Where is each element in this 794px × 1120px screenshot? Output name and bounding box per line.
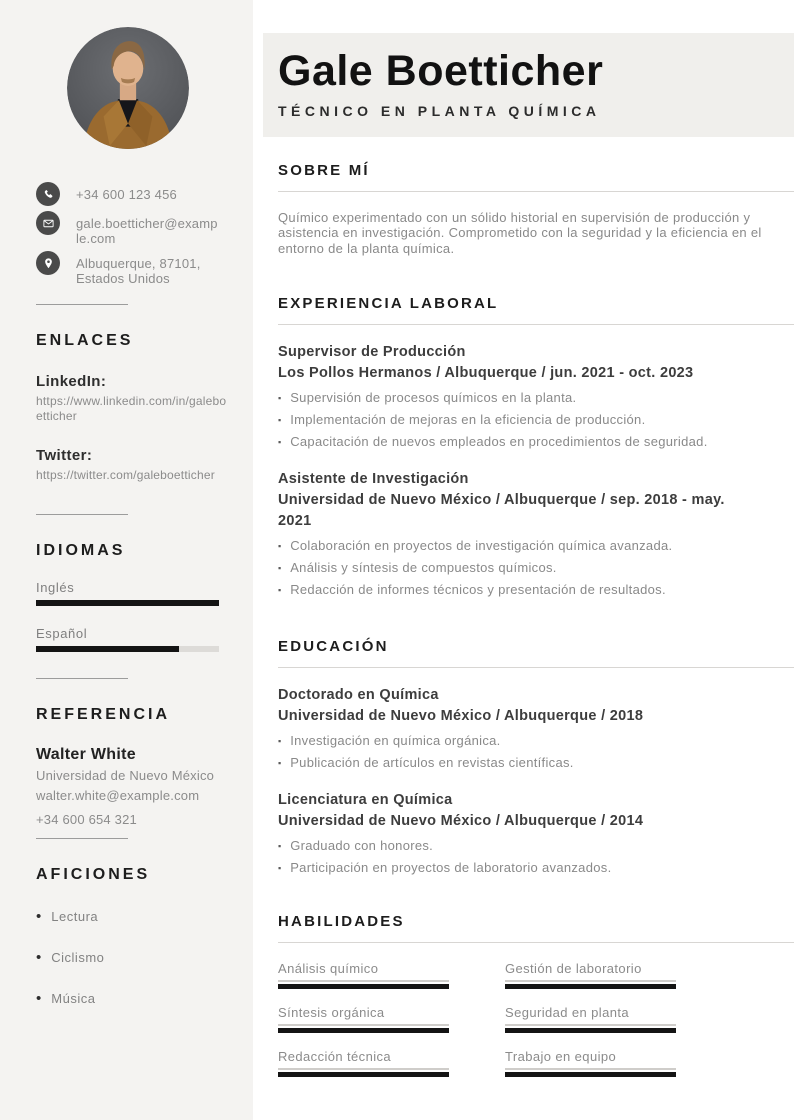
- skill-name: Gestión de laboratorio: [505, 960, 642, 976]
- hobby-item: [36, 908, 219, 925]
- skill-track: [505, 1068, 676, 1077]
- person-title: TÉCNICO EN PLANTA QUÍMICA: [278, 103, 601, 119]
- bullet-item: [278, 560, 794, 582]
- about-text: Químico experimentado con un sólido historial en supervisión de producción y asistencia en investigación. Comprometido con la seguridad y la eficiencia en el entorno de la planta química.: [278, 210, 762, 256]
- section-heading-habilidades: HABILIDADES: [278, 913, 794, 943]
- bullet-label: Colaboración en proyectos de investigación química avanzada.: [290, 537, 673, 553]
- skill-name: Redacción técnica: [278, 1048, 392, 1064]
- skill-item: [505, 1049, 676, 1077]
- header-band: [263, 33, 794, 137]
- job-entry: [278, 342, 794, 456]
- skill-name: Síntesis orgánica: [278, 1004, 385, 1020]
- contact-phone: +34 600 123 456: [76, 187, 177, 202]
- divider: [36, 304, 128, 305]
- bullet-square: ▪: [278, 757, 282, 768]
- bullet-item: [278, 538, 794, 560]
- skill-track: [505, 1024, 676, 1033]
- bullet-dot: •: [36, 949, 42, 966]
- degree-title: Licenciatura en Química: [278, 791, 453, 808]
- link-item-twitter: [36, 447, 219, 483]
- skill-name: Trabajo en equipo: [505, 1048, 617, 1064]
- job-entry: [278, 469, 794, 604]
- bullet-label: Supervisión de procesos químicos en la planta.: [290, 389, 577, 405]
- link-item-linkedin: [36, 373, 227, 424]
- reference-name: Walter White: [36, 746, 136, 763]
- bullet-square: ▪: [278, 414, 282, 425]
- avatar: [67, 27, 189, 149]
- contact-location-row: [36, 251, 219, 286]
- hobby-item: [36, 949, 219, 966]
- bullet-item: [278, 412, 794, 434]
- language-level-track: [36, 646, 219, 652]
- bullet-item: [278, 860, 794, 882]
- bullet-item: [278, 733, 794, 755]
- bullet-square: ▪: [278, 584, 282, 595]
- link-url[interactable]: https://www.linkedin.com/in/galeboetticher: [36, 394, 227, 423]
- skill-name: Seguridad en planta: [505, 1004, 629, 1020]
- section-heading-enlaces: ENLACES: [36, 332, 134, 349]
- bullet-label: Capacitación de nuevos empleados en procedimientos de seguridad.: [290, 433, 708, 449]
- degree-entry: [278, 790, 794, 882]
- main-column: [263, 0, 794, 1120]
- divider: [36, 838, 128, 839]
- skill-item: [505, 961, 676, 989]
- bullet-label: Publicación de artículos en revistas científicas.: [290, 754, 574, 770]
- divider: [36, 678, 128, 679]
- reference-organization: Universidad de Nuevo México: [36, 768, 215, 783]
- contact-location: Albuquerque, 87101, Estados Unidos: [76, 256, 201, 286]
- link-label: Twitter:: [36, 447, 93, 464]
- bullet-item: [278, 838, 794, 860]
- degree-meta: Universidad de Nuevo México / Albuquerque / 2018: [278, 707, 644, 724]
- section-heading-referencia: REFERENCIA: [36, 706, 171, 723]
- bullet-item: [278, 755, 794, 777]
- skill-level-bar: [505, 1072, 676, 1077]
- job-bullets: [278, 538, 794, 604]
- location-pin-icon: [36, 251, 60, 275]
- skill-track: [278, 1068, 449, 1077]
- bullet-square: ▪: [278, 436, 282, 447]
- section-heading-sobre-mi: SOBRE MÍ: [278, 162, 794, 192]
- bullet-square: ▪: [278, 862, 282, 873]
- skill-level-bar: [278, 1072, 449, 1077]
- contact-phone-row: [36, 182, 219, 206]
- degree-meta: Universidad de Nuevo México / Albuquerque / 2014: [278, 812, 644, 829]
- phone-icon: [36, 182, 60, 206]
- bullet-square: ▪: [278, 392, 282, 403]
- bullet-square: ▪: [278, 735, 282, 746]
- skill-item: [505, 1005, 676, 1033]
- bullet-label: Análisis y síntesis de compuestos químicos.: [290, 559, 557, 575]
- reference-phone: +34 600 654 321: [36, 812, 137, 827]
- hobby-label: Lectura: [51, 909, 99, 924]
- bullet-square: ▪: [278, 540, 282, 551]
- bullet-item: [278, 390, 794, 412]
- divider: [36, 514, 128, 515]
- link-url[interactable]: https://twitter.com/galeboetticher: [36, 468, 215, 482]
- degree-bullets: [278, 838, 794, 882]
- language-name: Inglés: [36, 580, 75, 595]
- bullet-dot: •: [36, 990, 42, 1007]
- email-icon: [36, 211, 60, 235]
- contact-block: [36, 182, 219, 286]
- sidebar: [0, 0, 253, 1120]
- main-content: [263, 162, 794, 1077]
- section-heading-idiomas: IDIOMAS: [36, 542, 126, 559]
- skill-level-bar: [278, 984, 449, 989]
- language-level-bar: [36, 646, 179, 652]
- contact-email-row: [36, 211, 219, 246]
- job-meta: Los Pollos Hermanos / Albuquerque / jun. 2021 - oct. 2023: [278, 364, 694, 381]
- job-title: Asistente de Investigación: [278, 470, 469, 487]
- link-label: LinkedIn:: [36, 373, 107, 390]
- skill-level-bar: [505, 984, 676, 989]
- skill-item: [278, 961, 449, 989]
- bullet-square: ▪: [278, 562, 282, 573]
- bullet-label: Investigación en química orgánica.: [290, 732, 501, 748]
- skill-track: [278, 1024, 449, 1033]
- bullet-label: Participación en proyectos de laboratorio avanzados.: [290, 859, 612, 875]
- bullet-item: [278, 434, 794, 456]
- reference-email[interactable]: walter.white@example.com: [36, 788, 200, 803]
- degree-title: Doctorado en Química: [278, 686, 439, 703]
- person-name: Gale Boetticher: [278, 47, 604, 95]
- language-level-bar: [36, 600, 219, 606]
- skill-track: [278, 980, 449, 989]
- skill-item: [278, 1005, 449, 1033]
- section-heading-aficiones: AFICIONES: [36, 866, 151, 883]
- language-item: [36, 580, 219, 606]
- language-item: [36, 626, 219, 652]
- bullet-item: [278, 582, 794, 604]
- hobby-item: [36, 990, 219, 1007]
- bullet-dot: •: [36, 908, 42, 925]
- skill-track: [505, 980, 676, 989]
- skills-grid: [278, 961, 794, 1077]
- profile-photo-illustration: [67, 27, 189, 149]
- section-heading-educacion: EDUCACIÓN: [278, 638, 794, 668]
- bullet-square: ▪: [278, 840, 282, 851]
- hobby-label: Música: [51, 991, 96, 1006]
- degree-bullets: [278, 733, 794, 777]
- job-bullets: [278, 390, 794, 456]
- skill-item: [278, 1049, 449, 1077]
- bullet-label: Redacción de informes técnicos y presentación de resultados.: [290, 581, 666, 597]
- skill-level-bar: [278, 1028, 449, 1033]
- job-title: Supervisor de Producción: [278, 343, 466, 360]
- section-heading-experiencia: EXPERIENCIA LABORAL: [278, 295, 794, 325]
- language-name: Español: [36, 626, 88, 641]
- bullet-label: Implementación de mejoras en la eficiencia de producción.: [290, 411, 646, 427]
- hobby-label: Ciclismo: [51, 950, 105, 965]
- job-meta: Universidad de Nuevo México / Albuquerque / sep. 2018 - may. 2021: [278, 491, 725, 529]
- skill-name: Análisis químico: [278, 960, 379, 976]
- degree-entry: [278, 685, 794, 777]
- language-level-track: [36, 600, 219, 606]
- bullet-label: Graduado con honores.: [290, 837, 434, 853]
- skill-level-bar: [505, 1028, 676, 1033]
- contact-email[interactable]: gale.boetticher@example.com: [76, 216, 218, 246]
